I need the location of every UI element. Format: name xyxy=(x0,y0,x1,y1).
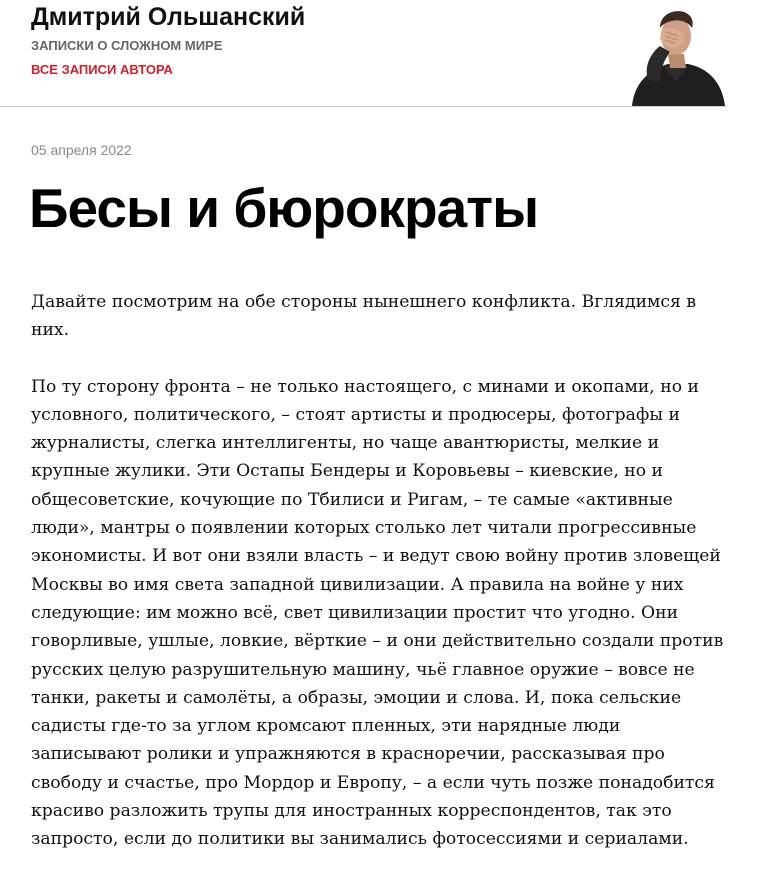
author-header xyxy=(0,0,727,107)
column-title: ЗАПИСКИ О СЛОЖНОМ МИРЕ xyxy=(31,38,223,53)
all-posts-link[interactable]: ВСЕ ЗАПИСИ АВТОРА xyxy=(31,62,173,77)
author-avatar[interactable] xyxy=(626,6,727,106)
article-date: 05 апреля 2022 xyxy=(31,142,132,158)
article-body xyxy=(31,288,731,882)
article-paragraph: По ту сторону фронта – не только настоящего, с минами и окопами, но и условного, политического, – стоят артисты и продюсеры, фотографы и журналисты, слегка интеллигенты, но чаще авантюристы, мелкие и крупные жулики. Эти Остапы Бендеры и Коровьевы – киевские, но и общесоветские, кочующие по Тбилиси и Ригам, – те самые «активные люди», мантры о появлении которых столько лет читали прогрессивные экономисты. И вот они взяли власть – и ведут свою войну против зловещей Москвы во имя света западной цивилизации. А правила на войне у них следующие: им можно всё, свет цивилизации простит что угодно. Они говорливые, ушлые, ловкие, вёрткие – и они действительно создали против русских целую разрушительную машину, чьё главное оружие – вовсе не танки, ракеты и самолёты, а образы, эмоции и слова. И, пока сельские садисты где-то за углом кромсают пленных, эти нарядные люди записывают ролики и упражняются в красноречии, рассказывая про свободу и счастье, про Мордор и Европу, – а если чуть позже понадобится красиво разложить трупы для иностранных корреспондентов, так это запросто, если до политики вы занимались фотосессиями и сериалами. xyxy=(31,376,724,850)
author-photo xyxy=(626,6,727,106)
article-paragraph: Давайте посмотрим на обе стороны нынешнего конфликта. Вглядимся в них. xyxy=(31,292,697,341)
author-name[interactable]: Дмитрий Ольшанский xyxy=(31,3,306,31)
article-title: Бесы и бюрократы xyxy=(29,177,539,239)
